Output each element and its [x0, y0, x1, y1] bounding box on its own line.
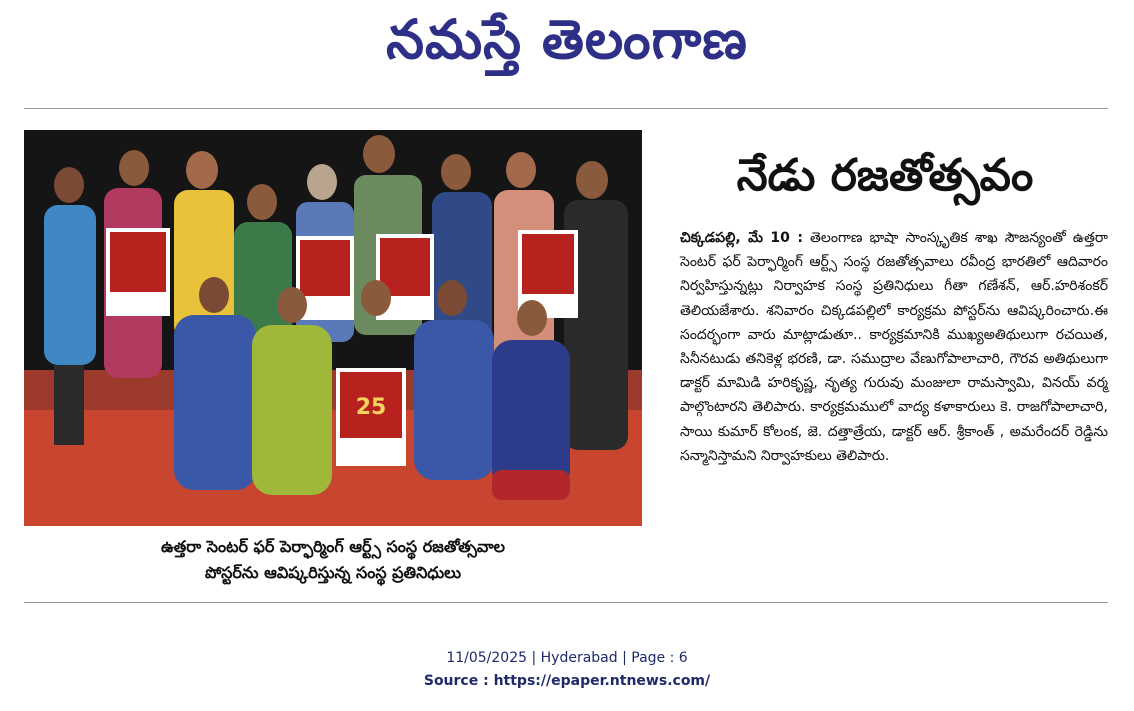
article-body — [680, 226, 1108, 468]
source-link[interactable]: Source : https://epaper.ntnews.com/ — [423, 673, 711, 689]
article-text: తెలంగాణ భాషా సాంస్కృతిక శాఖ సౌజన్యంతో ఉత్తరా సెంటర్ ఫర్ పెర్ఫార్మింగ్ ఆర్ట్స్ సంస్థ రజతోత్సవాలు రవీంద్ర భారతిలో ఆదివారం నిర్వహిస్తున్నట్లు నిర్వాహక సంస్థ ప్రతినిధులు గీతా గణేశన్, ఆర్.హరిశంకర్ తెలియజేశారు. శనివారం చిక్కడపల్లిలో కార్యక్రమ పోస్టర్‌ను ఆవిష్కరించారు.ఈ సందర్భంగా వారు మాట్లాడుతూ.. కార్యక్రమానికి ముఖ్యఅతిథులుగా రచయిత, సినీనటుడు తనికెళ్ల భరణి, డా. సముద్రాల వేణుగోపాలాచారి, గౌరవ అతిథులుగా డాక్టర్ మామిడి హరికృష్ణ, నృత్య గురువు మంజులా రామస్వామి, వినయ్ వర్మ పాల్గొంటారని తెలిపారు. కార్యక్రమములో వాద్య కళాకారులు కె. రాజగోపాలాచారి, సాయి కుమార్ కోలంక, జె. దత్తాత్రేయ, డాక్టర్ ఆర్. శ్రీకాంత్ , అమరేందర్ రెడ్డిను సన్మానిస్తామని నిర్వాహకులు తెలిపారు. — [680, 230, 1108, 464]
group-photo-illustration — [24, 130, 642, 526]
edition-info: 11/05/2025 | Hyderabad | Page : 6 — [446, 650, 688, 666]
newspaper-masthead: నమస్తే తెలంగాణ — [386, 8, 748, 71]
article-dateline: చిక్కడపల్లి, మే 10 : — [680, 230, 803, 246]
article-headline: నేడు రజతోత్సవం — [736, 150, 1034, 201]
news-photo — [24, 130, 642, 526]
caption-line-1: ఉత్తరా సెంటర్ ఫర్ పెర్ఫార్మింగ్ ఆర్ట్స్ సంస్థ రజతోత్సవాల — [161, 537, 505, 556]
poster-badge: 25 — [355, 395, 387, 420]
top-divider — [24, 108, 1108, 109]
bottom-divider — [24, 602, 1108, 603]
caption-line-2: పోస్టర్‌ను ఆవిష్కరిస్తున్న సంస్థ ప్రతినిధులు — [204, 563, 462, 582]
photo-caption — [24, 534, 642, 586]
